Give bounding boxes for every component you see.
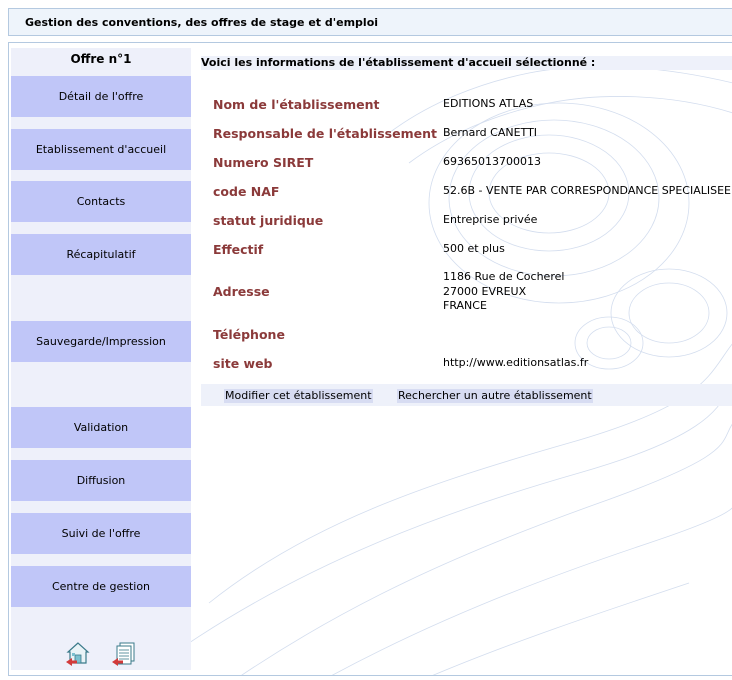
nav-summary-button[interactable] [11, 234, 191, 275]
nav-label: Centre de gestion [51, 580, 151, 593]
address-line: 1186 Rue de Cocherel [443, 270, 565, 283]
field-value: 52.6B - VENTE PAR CORRESPONDANCE SPECIALISEE [443, 184, 731, 197]
address-line: FRANCE [443, 299, 487, 312]
nav-offer-details-button[interactable] [11, 76, 191, 117]
address-line: 27000 EVREUX [443, 285, 527, 298]
action-bar [201, 384, 732, 406]
nav-label: Sauvegarde/Impression [36, 335, 166, 348]
nav-label: Récapitulatif [66, 248, 136, 261]
field-label: site web [213, 356, 273, 371]
home-back-icon[interactable] [65, 641, 91, 667]
field-label: Téléphone [213, 327, 285, 342]
field-label: Nom de l'établissement [213, 97, 380, 112]
field-value: Bernard CANETTI [443, 126, 538, 139]
field-label: Adresse [213, 284, 270, 299]
sidebar [11, 48, 191, 670]
nav-label: Diffusion [76, 474, 126, 487]
field-value: 500 et plus [443, 242, 505, 255]
nav-offer-followup-button[interactable] [11, 513, 191, 554]
section-intro [201, 56, 732, 70]
nav-label: Validation [73, 421, 129, 434]
nav-save-print-button[interactable] [11, 321, 191, 362]
website-value: http://www.editionsatlas.fr [443, 356, 589, 369]
field-label: Responsable de l'établissement [213, 126, 437, 141]
app-header [8, 8, 732, 36]
field-label: Effectif [213, 242, 264, 257]
field-value: Entreprise privée [443, 213, 538, 226]
section-intro-text: Voici les informations de l'établissement d'accueil sélectionné : [201, 56, 596, 69]
field-label: Numero SIRET [213, 155, 314, 170]
nav-label: Contacts [76, 195, 126, 208]
modify-establishment-link[interactable]: Modifier cet établissement [225, 389, 372, 402]
app-title: Gestion des conventions, des offres de stage et d'emploi [25, 16, 379, 29]
field-value: EDITIONS ATLAS [443, 97, 534, 110]
offer-title: Offre n°1 [70, 52, 132, 66]
field-label: statut juridique [213, 213, 324, 228]
list-back-icon[interactable] [111, 641, 137, 667]
nav-label: Détail de l'offre [58, 90, 144, 103]
field-value: 69365013700013 [443, 155, 541, 168]
nav-label: Etablissement d'accueil [35, 143, 167, 156]
nav-contacts-button[interactable] [11, 181, 191, 222]
nav-management-center-button[interactable] [11, 566, 191, 607]
nav-diffusion-button[interactable] [11, 460, 191, 501]
field-label: code NAF [213, 184, 280, 199]
nav-label: Suivi de l'offre [61, 527, 141, 540]
search-establishment-link[interactable]: Rechercher un autre établissement [398, 389, 592, 402]
nav-host-establishment-button[interactable] [11, 129, 191, 170]
nav-validation-button[interactable] [11, 407, 191, 448]
